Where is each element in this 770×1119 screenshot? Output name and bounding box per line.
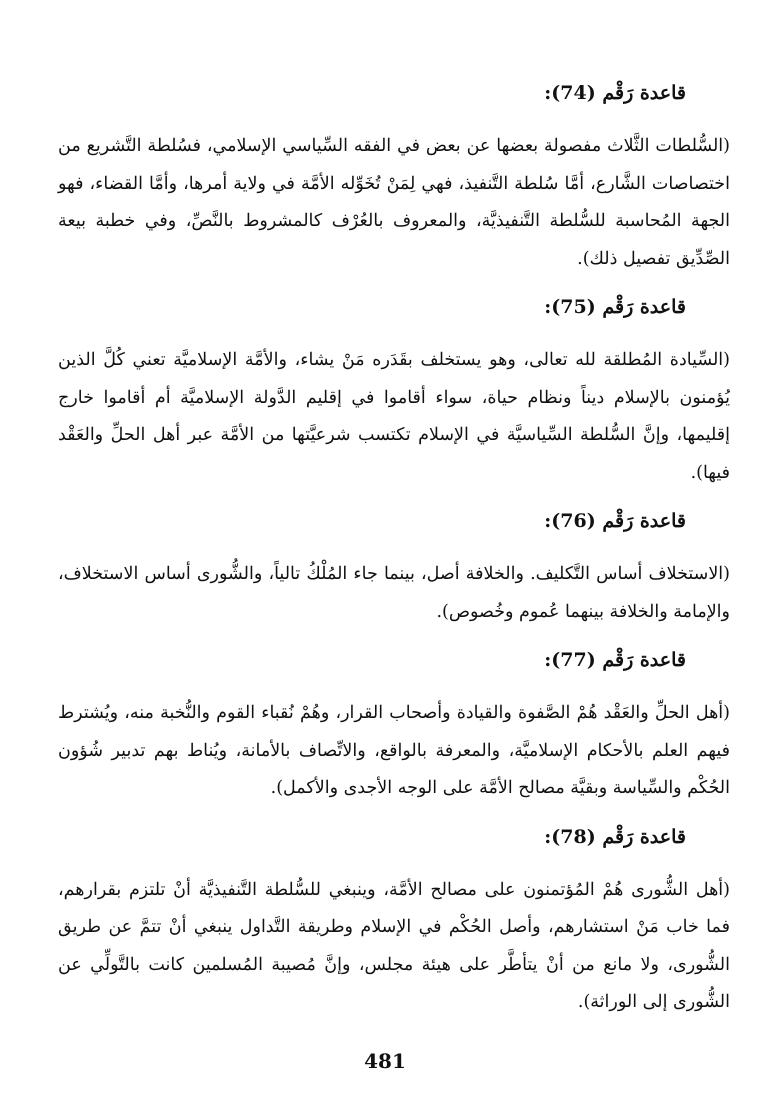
rule-74 <box>58 78 730 278</box>
page-number: 481 <box>364 1049 406 1073</box>
rule-76 <box>58 506 730 631</box>
rule-77 <box>58 645 730 808</box>
rule-text: (الاستخلاف أساس التَّكليف. والخلافة أصل، بينما جاء المُلْكُ تالياً، والشُّورى أساس الاستخلاف، والإمامة والخلافة بينهما عُموم وخُصوص). <box>58 564 730 622</box>
rule-78 <box>58 822 730 1022</box>
rule-text: (السُّلطات الثَّلاث مفصولة بعضها عن بعض في الفقه السِّياسي الإسلامي، فسُلطة التَّشريع من اختصاصات الشَّارع، أمَّا سُلطة التَّنفيذ، فهي لِمَنْ تُخَوِّله الأمَّة في ولاية أمرها، وأمَّا القضاء، فهو الجهة المُحاسبة للسُّلطة التَّنفيذيَّة، والمعروف بالعُرْف كالمشروط بالنَّصِّ، وفي خطبة بيعة الصِّدِّيق تفصيل ذلك). <box>58 136 730 269</box>
rule-heading: قاعدة رَقْم (74): <box>544 82 686 104</box>
rule-heading: قاعدة رَقْم (75): <box>544 296 686 318</box>
rule-text: (أهل الشُّورى هُمْ المُؤتمنون على مصالح الأمَّة، وينبغي للسُّلطة التَّنفيذيَّة أنْ تلتزم بقرارهم، فما خاب مَنْ استشارهم، وأصل الحُكْم في الإسلام وطريقة التَّداول ينبغي أنْ تتمَّ عن طريق الشُّورى، ولا مانع من أنْ يتأطَّر على هيئة مجلس، وإنَّ مُصيبة المُسلمين كانت بالتَّولِّي عن الشُّورى إلى الوراثة). <box>58 879 730 1012</box>
rule-text: (أهل الحلِّ والعَقْد هُمْ الصَّفوة والقيادة وأصحاب القرار، وهُمْ نُقباء القوم والنُّخبة منه، ويُشترط فيهم العلم بالأحكام الإسلاميَّة، والمعرفة بالواقع، والاتِّصاف بالأمانة، ويُناط بهم تدبير شُؤون الحُكْم والسِّياسة وبقيَّة مصالح الأمَّة على الوجه الأجدى والأكمل). <box>58 703 730 798</box>
rule-heading: قاعدة رَقْم (77): <box>544 649 686 671</box>
rule-text: (السِّيادة المُطلقة لله تعالى، وهو يستخلف بقَدَره مَنْ يشاء، والأمَّة الإسلاميَّة تعني كُلَّ الذين يُؤمنون بالإسلام ديناً ونظام حياة، سواء أقاموا في إقليم الدَّولة الإسلاميَّة أم أقاموا خارج إقليمها، وإنَّ السُّلطة السِّياسيَّة في الإسلام تكتسب شرعيَّتها من الأمَّة عبر أهل الحلِّ والعَقْد فيها). <box>58 350 730 483</box>
rule-heading: قاعدة رَقْم (76): <box>544 510 686 532</box>
page-content <box>58 78 730 1036</box>
rule-75 <box>58 292 730 492</box>
rule-heading: قاعدة رَقْم (78): <box>544 825 686 848</box>
